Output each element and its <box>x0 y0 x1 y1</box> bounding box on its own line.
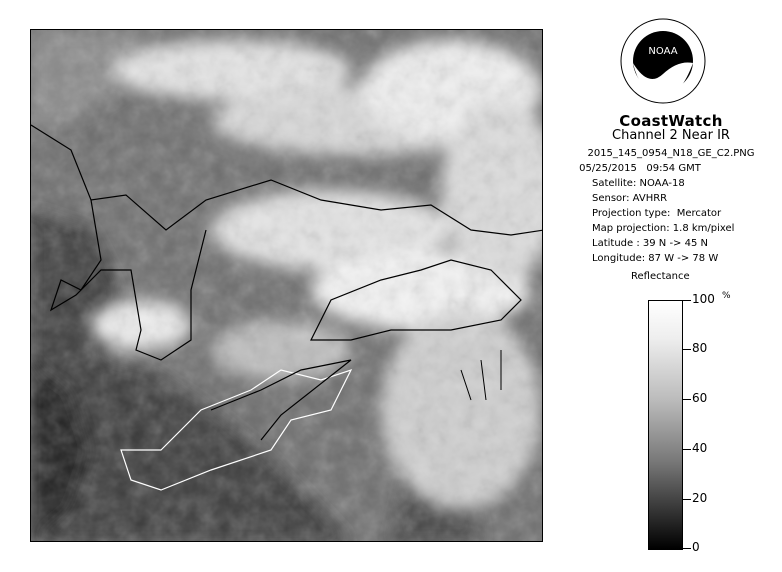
scale-label-80: 80 <box>692 341 708 355</box>
scale-tick <box>683 499 691 500</box>
latitude: Latitude : 39 N -> 45 N <box>592 238 708 249</box>
scale-unit: % <box>722 291 731 301</box>
sensor: Sensor: AVHRR <box>592 193 668 204</box>
filename: 2015_145_0954_N18_GE_C2.PNG <box>587 148 755 159</box>
datetime: 05/25/2015 09:54 GMT <box>579 163 701 174</box>
noaa-logo <box>620 18 706 104</box>
title: CoastWatch <box>619 112 723 130</box>
info-block <box>579 161 782 266</box>
scale-label-20: 20 <box>692 491 708 505</box>
scale-label-100: 100 <box>692 292 715 306</box>
satellite-image <box>30 29 543 542</box>
scale-tick <box>683 399 691 400</box>
scale-title: Reflectance <box>631 271 690 282</box>
channel: Channel 2 Near IR <box>612 128 730 143</box>
scale-label-40: 40 <box>692 441 708 455</box>
reflectance-scale-bar <box>648 300 683 550</box>
scale-label-0: 0 <box>692 540 700 554</box>
scale-tick <box>683 300 691 301</box>
scale-tick <box>683 548 691 549</box>
longitude: Longitude: 87 W -> 78 W <box>592 253 719 264</box>
scale-tick <box>683 349 691 350</box>
scale-tick <box>683 449 691 450</box>
map-projection: Map projection: 1.8 km/pixel <box>592 223 735 234</box>
svg-text:NOAA: NOAA <box>648 46 678 57</box>
projection-type: Projection type: Mercator <box>592 208 722 219</box>
satellite: Satellite: NOAA-18 <box>592 178 685 189</box>
scale-label-60: 60 <box>692 391 708 405</box>
